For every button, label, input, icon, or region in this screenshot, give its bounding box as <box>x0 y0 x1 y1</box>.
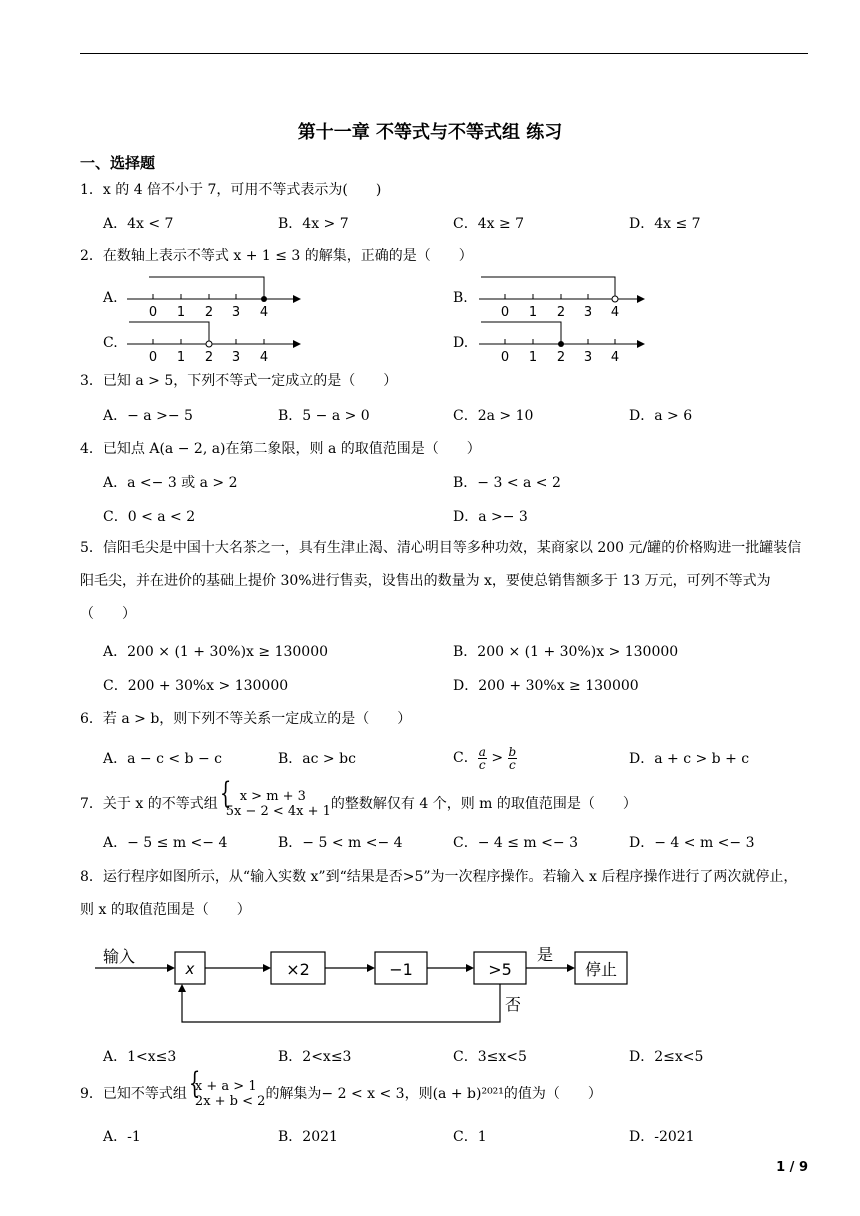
q5-option-a: A．200 × (1 + 30%)x ≥ 130000 <box>103 644 329 660</box>
q4-option-a: A．a <− 3 或 a > 2 <box>103 475 238 491</box>
tick-label: 3 <box>583 350 593 365</box>
question-5: 5．信阳毛尖是中国十大名茶之一，具有生津止渴、清心明目等多种功效，某商家以 200 元/罐的价格购进一批罐装信阳毛尖，并在进价的基础上提价 30%进行售卖，设售出的数量为 x，要使总销售额多于 13 万元，可列不等式为（ ） <box>80 540 802 622</box>
program-flowchart <box>93 940 638 1030</box>
q9-option-b: B．2021 <box>278 1129 338 1145</box>
question-4: 4．已知点 A(a − 2, a)在第二象限，则 a 的取值范围是（ ） <box>80 441 481 457</box>
gt-sign: > <box>491 750 504 766</box>
q7-option-a: A．− 5 ≤ m <− 4 <box>103 835 228 851</box>
q1-option-c: C．4x ≥ 7 <box>453 216 525 232</box>
number-line-b <box>477 272 657 320</box>
tick-label: 4 <box>610 305 620 320</box>
svg-text:−1: −1 <box>389 960 413 979</box>
tick-label: 1 <box>528 305 538 320</box>
q3-option-a: A．− a >− 5 <box>103 408 193 424</box>
q1-option-b: B．4x > 7 <box>278 216 349 232</box>
q3-option-b: B．5 − a > 0 <box>278 408 370 424</box>
q9-stem-post: 的解集为− 2 < x < 3，则(a + b)²⁰²¹的值为（ ） <box>265 1086 602 1102</box>
svg-text:>5: >5 <box>488 960 512 979</box>
section-heading: 一、选择题 <box>80 154 156 172</box>
q4-option-c: C．0 < a < 2 <box>103 509 196 525</box>
tick-label: 0 <box>148 305 158 320</box>
inequality-system: { x + a > 1 2x + b < 2 <box>187 1079 266 1109</box>
q7-option-c: C．− 4 ≤ m <− 3 <box>453 835 578 851</box>
tick-label: 2 <box>556 305 566 320</box>
question-3: 3．已知 a > 5，下列不等式一定成立的是（ ） <box>80 373 398 389</box>
q2-option-a: A. <box>103 290 118 306</box>
flow-no-label: 否 <box>505 995 522 1014</box>
tick-label: 3 <box>231 350 241 365</box>
q4-option-b: B．− 3 < a < 2 <box>453 475 561 491</box>
tick-label: 1 <box>528 350 538 365</box>
q6-option-c <box>453 741 517 775</box>
question-9 <box>80 1078 820 1110</box>
number-line-a <box>125 272 305 320</box>
q7-stem-post: 的整数解仅有 4 个，则 m 的取值范围是（ ） <box>330 796 637 812</box>
tick-label: 4 <box>259 305 269 320</box>
page-title: 第十一章 不等式与不等式组 练习 <box>297 122 563 143</box>
q9-option-d: D．-2021 <box>629 1129 695 1145</box>
q7-stem-pre: 7．关于 x 的不等式组 <box>80 796 218 812</box>
q8-option-c: C．3≤x<5 <box>453 1049 527 1065</box>
q1-option-a: A．4x < 7 <box>103 216 174 232</box>
q2-option-d: D. <box>453 335 469 351</box>
flow-yes-label: 是 <box>537 945 554 964</box>
svg-text:×2: ×2 <box>286 960 310 979</box>
number-line-d <box>477 317 657 365</box>
tick-label: 4 <box>259 350 269 365</box>
q6-option-a: A．a − c < b − c <box>103 751 222 767</box>
q3-option-c: C．2a > 10 <box>453 408 534 424</box>
q8-option-b: B．2<x≤3 <box>278 1049 352 1065</box>
tick-label: 2 <box>204 350 214 365</box>
flow-input-label: 输入 <box>103 947 136 966</box>
q5-option-b: B．200 × (1 + 30%)x > 130000 <box>453 644 679 660</box>
q4-option-d: D．a >− 3 <box>453 509 528 525</box>
q9-option-c: C．1 <box>453 1129 487 1145</box>
fraction: $\frac{a}{c}$ <box>478 744 486 772</box>
question-6: 6．若 a > b，则下列不等关系一定成立的是（ ） <box>80 711 412 727</box>
q7-option-b: B．− 5 < m <− 4 <box>278 835 403 851</box>
header-rule <box>80 53 808 54</box>
q6-option-d: D．a + c > b + c <box>629 751 750 767</box>
q5-option-c: C．200 + 30%x > 130000 <box>103 678 289 694</box>
tick-label: 0 <box>500 305 510 320</box>
q7-option-d: D．− 4 < m <− 3 <box>629 835 755 851</box>
q2-option-b: B. <box>453 290 468 306</box>
q9-option-a: A．-1 <box>103 1129 141 1145</box>
q8-option-d: D．2≤x<5 <box>629 1049 704 1065</box>
tick-label: 3 <box>231 305 241 320</box>
question-8: 8．运行程序如图所示，从“输入实数 x”到“结果是否>5”为一次程序操作。若输入 x 后程序操作进行了两次就停止，则 x 的取值范围是（ ） <box>80 869 798 918</box>
tick-label: 3 <box>583 305 593 320</box>
tick-label: 0 <box>500 350 510 365</box>
fraction: $\frac{b}{c}$ <box>508 744 517 772</box>
q6-option-c-prefix: C． <box>453 750 478 766</box>
tick-label: 0 <box>148 350 158 365</box>
question-7 <box>80 788 820 820</box>
question-2: 2．在数轴上表示不等式 x + 1 ≤ 3 的解集，正确的是（ ） <box>80 248 473 264</box>
tick-label: 1 <box>176 305 186 320</box>
q2-option-c: C. <box>103 335 118 351</box>
page-number: 1 / 9 <box>776 1160 808 1175</box>
tick-label: 2 <box>204 305 214 320</box>
q9-stem-pre: 9．已知不等式组 <box>80 1086 187 1102</box>
tick-label: 4 <box>610 350 620 365</box>
q1-option-d: D．4x ≤ 7 <box>629 216 701 232</box>
q3-option-d: D．a > 6 <box>629 408 693 424</box>
tick-label: 1 <box>176 350 186 365</box>
svg-text:x: x <box>185 960 195 978</box>
q8-option-a: A．1<x≤3 <box>103 1049 177 1065</box>
svg-text:停止: 停止 <box>584 960 618 979</box>
number-line-c <box>125 317 305 365</box>
q5-option-d: D．200 + 30%x ≥ 130000 <box>453 678 639 694</box>
question-1: 1．x 的 4 倍不小于 7，可用不等式表示为( ) <box>80 182 382 198</box>
inequality-system: { x > m + 3 5x − 2 < 4x + 1 <box>218 789 331 819</box>
q6-option-b: B．ac > bc <box>278 751 356 767</box>
tick-label: 2 <box>556 350 566 365</box>
